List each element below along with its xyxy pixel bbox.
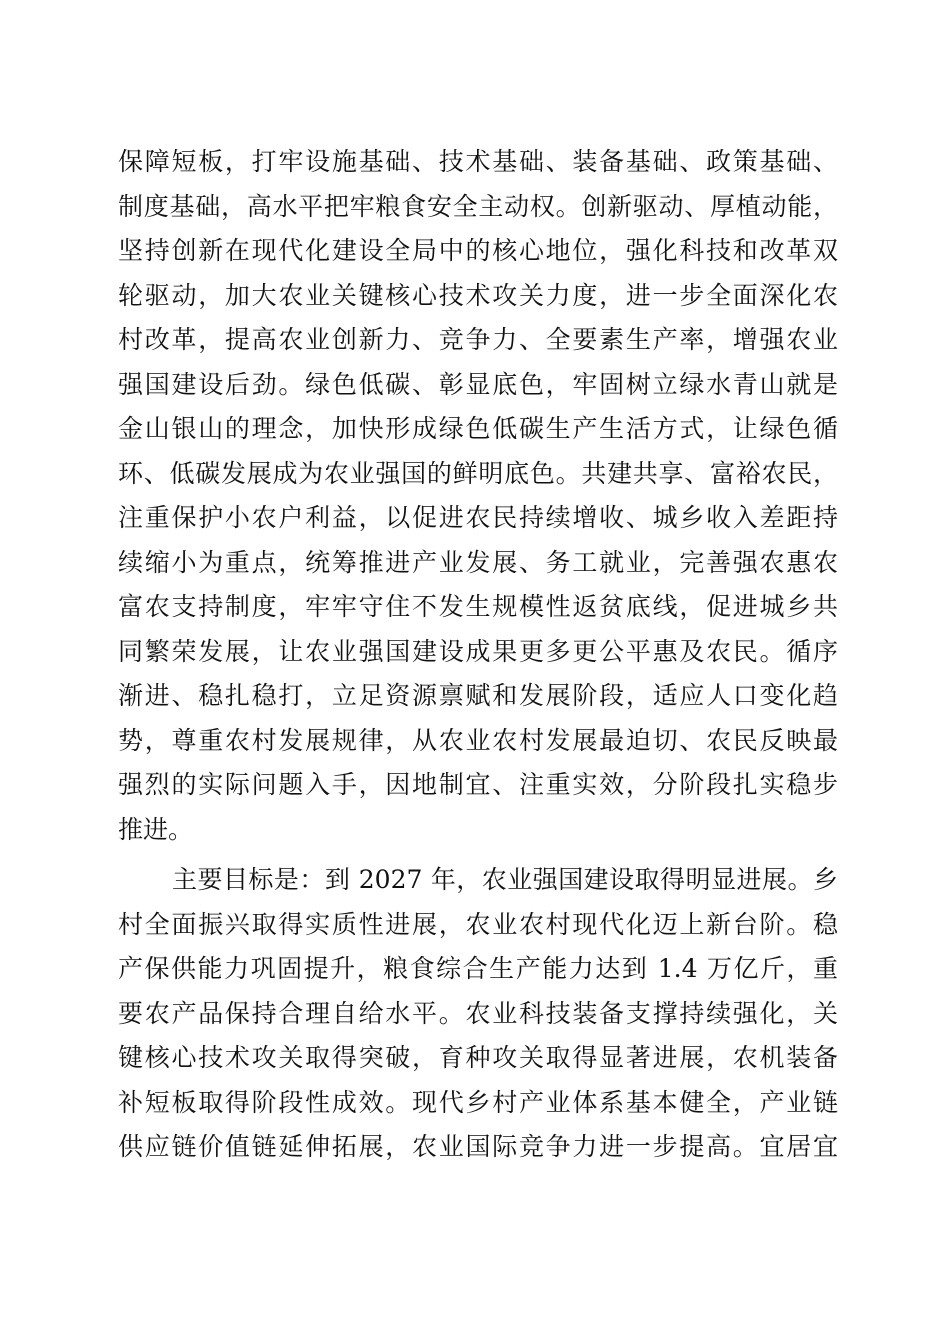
text-line: 村全面振兴取得实质性进展，农业农村现代化迈上新台阶。稳 [118, 909, 838, 939]
text-line: 强国建设后劲。绿色低碳、彰显底色，牢固树立绿水青山就是 [118, 369, 838, 399]
text-line: 同繁荣发展，让农业强国建设成果更多更公平惠及农民。循序 [118, 636, 838, 666]
text-line: 注重保护小农户利益，以促进农民持续增收、城乡收入差距持 [118, 503, 838, 532]
text-line: 轮驱动，加大农业关键核心技术攻关力度，进一步全面深化农 [118, 280, 838, 310]
text-line: 推进。 [118, 814, 194, 844]
text-line: 保障短板，打牢设施基础、技术基础、装备基础、政策基础、 [118, 147, 838, 176]
text-line: 主要目标是：到 2027 年，农业强国建设取得明显进展。乡 [172, 865, 838, 894]
text-line: 金山银山的理念，加快形成绿色低碳生产生活方式，让绿色循 [118, 414, 838, 443]
text-line: 环、低碳发展成为农业强国的鲜明底色。共建共享、富裕农民， [118, 458, 838, 488]
text-line: 要农产品保持合理自给水平。农业科技装备支撑持续强化，关 [118, 998, 838, 1028]
paragraph-principles [118, 140, 838, 852]
text-line: 村改革，提高农业创新力、竞争力、全要素生产率，增强农业 [118, 325, 838, 354]
text-line: 坚持创新在现代化建设全局中的核心地位，强化科技和改革双 [118, 236, 838, 265]
text-line: 势，尊重农村发展规律，从农业农村发展最迫切、农民反映最 [118, 725, 838, 755]
text-line: 续缩小为重点，统筹推进产业发展、务工就业，完善强农惠农 [118, 547, 838, 577]
text-line: 键核心技术攻关取得突破，育种攻关取得显著进展，农机装备 [118, 1043, 838, 1072]
text-line: 制度基础，高水平把牢粮食安全主动权。创新驱动、厚植动能， [118, 191, 838, 221]
text-line: 渐进、稳扎稳打，立足资源禀赋和发展阶段，适应人口变化趋 [118, 681, 838, 710]
text-line: 供应链价值链延伸拓展，农业国际竞争力进一步提高。宜居宜 [118, 1132, 838, 1161]
text-line: 产保供能力巩固提升，粮食综合生产能力达到 1.4 万亿斤，重 [118, 954, 838, 983]
text-line: 补短板取得阶段性成效。现代乡村产业体系基本健全，产业链 [118, 1087, 838, 1117]
text-line: 强烈的实际问题入手，因地制宜、注重实效，分阶段扎实稳步 [118, 770, 838, 799]
paragraph-main-goals [118, 858, 838, 1170]
text-line: 富农支持制度，牢牢守住不发生规模性返贫底线，促进城乡共 [118, 592, 838, 621]
